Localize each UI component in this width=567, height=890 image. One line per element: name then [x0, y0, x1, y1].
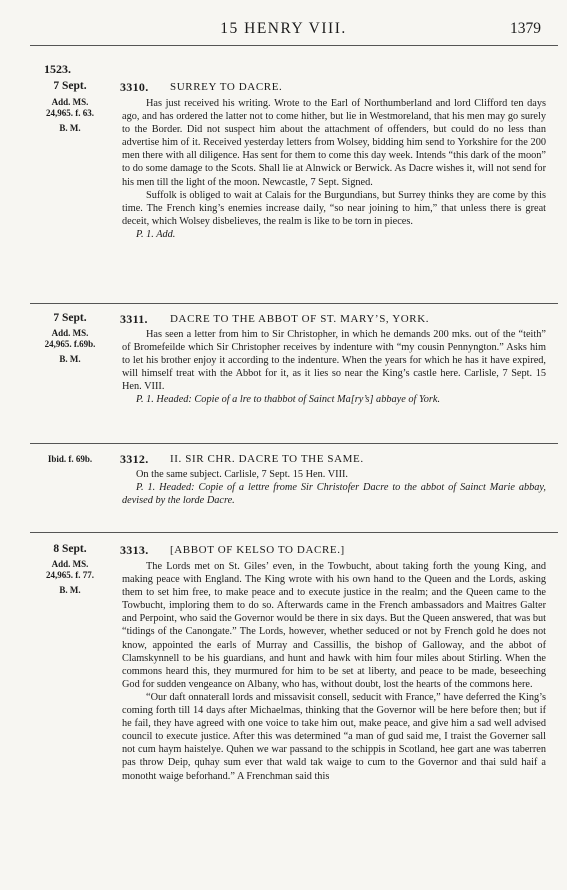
entry-body	[122, 328, 546, 407]
entry-location: B. M.	[59, 585, 81, 595]
entry-divider	[30, 532, 558, 533]
entry-number: 3311.	[120, 312, 148, 326]
paragraph: On the same subject. Carlisle, 7 Sept. 15 Hen. VIII.	[136, 469, 348, 480]
entry-source: Add. MS. 24,965. f.69b.	[44, 328, 96, 349]
entry-number: 3313.	[120, 543, 149, 557]
running-head	[0, 18, 567, 40]
entry-heading: SURREY TO DACRE.	[170, 81, 283, 93]
year-marker: 1523.	[44, 62, 71, 76]
entry-date: 7 Sept.	[53, 312, 87, 324]
entry-divider	[30, 303, 558, 304]
entry-heading: DACRE TO THE ABBOT OF ST. MARY’S, YORK.	[170, 313, 430, 325]
paragraph: The Lords met on St. Giles’ even, in the Towbucht, about taking forth the young King, and making peace with England. The King wrote with his own hand to the Queen and the Lords, asking them to set him free, to make peace and to execute justice in the realm; and the Queen came to the Towbucht, imploring them to do so. Afterwards came in the French ambassadors and Maitres Galter and Perpoint, who said the Governor would be there in six days. But the Queen answered, that was but “tidings of the Canongate.” The Lords, however, whether seduced or not by French gold he does not know, appointed the earls of Murray and Cassillis, the bishop of Galloway, and the abbot of Clamskynnell to be his guardians, and hunt and hawk with him four miles about Stirling. When the commons heard this, they murmured for him to be set at liberty, and peace to be made, beseeching God for sudden vengeance on Albany, who has, without doubt, lost the hearts of the commons here.	[122, 561, 546, 690]
entry-body	[122, 560, 546, 783]
paragraph: “Our daft onnaterall lords and missavisit consell, seducit with France,” have deferred the King’s coming forth till 14 days after Michaelmas, thinking that the Governor will be here before then; but if he fail, they have agreed with one voice to take him out, make peace, and give him a sad well advised council to execute justice. After this was determined “a man of gud said me, I traist the Governer sall not cum haym haistelye. Quhen we war passand to the schippis in Scotland, hee gart ane was taberren pas throw Deip, quhay sum ever that wald tak waige to cum to the Governor and thai suld haif a monotht waige beforhand.” A Frenchman said this	[122, 691, 546, 782]
entry-date: 7 Sept.	[53, 80, 87, 92]
entry-location: B. M.	[59, 123, 81, 133]
entry-number: 3312.	[120, 452, 149, 466]
paragraph: Suffolk is obliged to wait at Calais for the Burgundians, but Surrey thinks they are come by this time. The French king’s enemies increase daily, “so near joining to him,” that unless there is great deceit, which Wolsey disbelieves, the realm is like to be torn in pieces.	[122, 189, 546, 227]
header-rule	[30, 45, 558, 46]
entry-body	[122, 97, 546, 241]
entry-source: Add. MS. 24,965. f. 77.	[46, 559, 94, 580]
running-title: 15 HENRY VIII.	[220, 20, 347, 37]
entry-number: 3310.	[120, 80, 149, 94]
entry-source: Ibid. f. 69b.	[47, 454, 93, 464]
entry-source: Add. MS. 24,965. f. 63.	[46, 97, 94, 118]
entry-location: B. M.	[59, 354, 81, 364]
entry-divider	[30, 443, 558, 444]
entry-note: P. 1. Headed: Copie of a lettre frome Sir Christofer Dacre to the abbot of Sainct Marie abbay, devised by the lorde Dacre.	[122, 482, 546, 507]
page-number: 1379	[510, 20, 541, 37]
entry-heading: II. SIR CHR. DACRE TO THE SAME.	[170, 453, 364, 465]
paragraph: Has seen a letter from him to Sir Christopher, in which he demands 200 mks. out of the “teith” of Bromefeilde which Sir Christopher receives by indenture with “my cousin Pennyngton.” Asks him to let his brother enjoy it according to the indenture. When the years for which he has it have expired, will himself treat with the Abbot for it, as it lies so near the King’s castle here. Carlisle, 7 Sept. 15 Hen. VIII.	[122, 329, 546, 393]
entry-date: 8 Sept.	[53, 543, 87, 555]
paragraph: Has just received his writing. Wrote to the Earl of Northumberland and lord Clifford ten days ago, and has ordered the latter not to come hither, but lie in Westmoreland, that his men may go surely to the Border. Did not suspect him about the attachment of offenders, but could do no less than advertise him of it. Received yesterday letters from Wolsey, bidding him send to Yorkshire for the 200 men there with all diligence. Has sent for them to come this day week. Intends “this dark of the moon” to do some damage to the Scots. Shall lie at Alnwick or Berwick. As Dacre wishes it, will not send for his men till the light of the moon. Newcastle, 7 Sept. Signed.	[122, 98, 546, 188]
entry-note: P. 1. Add.	[136, 228, 176, 240]
entry-note: P. 1. Headed: Copie of a lre to thabbot of Sainct Ma[ry’s] abbaye of York.	[136, 394, 441, 406]
entry-heading: [ABBOT OF KELSO TO DACRE.]	[170, 544, 345, 556]
entry-body	[122, 468, 546, 507]
